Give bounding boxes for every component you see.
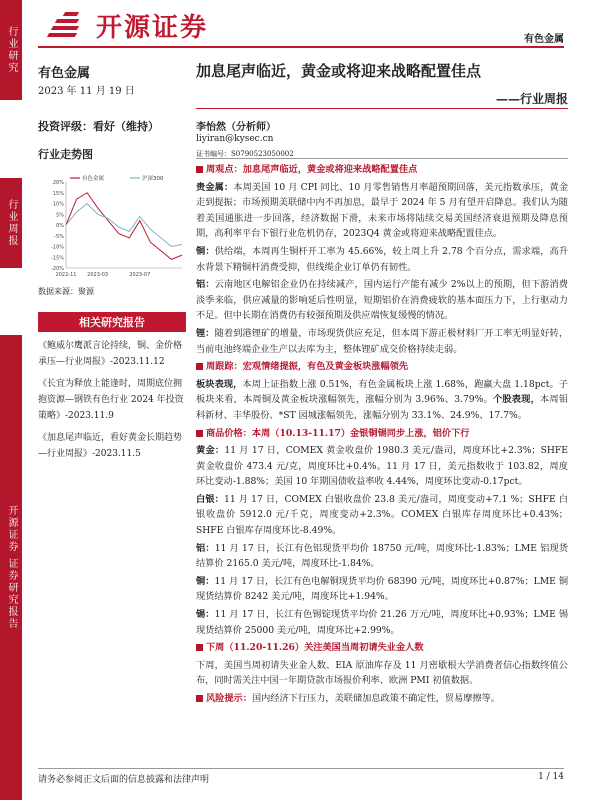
- y-tick-label: 20%: [52, 180, 64, 186]
- report-body: 周观点：加息尾声临近，黄金或将迎来战略配置佳点 贵金属：本周美国 10 月 CPI 同比、10 月零售销售月率超预期回落，美元指数承压，黄金走到提振；市场预期美联储中内不再加息，最早于 2024 年 5 月有望开启降息。我们认为随着美国通胀进一步回落，经济数据下滑，未来市场将陆续交易美国经济衰退预期及降息预期，高利率平台下银行业危机仍存，2023Q4 黄金或将迎来战略配置佳点。 铜：供给端，本周再生铜杆开工率为 45.66%，较上周上升 2.78 个百分点，需求端，高升水背景下精铜杆消费受抑，但线缆企业订单仍有韧性。 铝：云南地区电解铝企业仍在持续减产，国内运行产能有减少 2%以上的预期，但下游消费淡季来临，供应减量的影响延后性明显，短期铝价在消费疲软的基本面压力下，上行驱动力不足。但中长期在消费仍有较强预期及供应端恢复缓慢的情况。 锂：随着到港锂矿的增量，市场现货供应充足，但本周下游正极材料厂开工率无明显好转，当前电池终端企业生产以去库为主，整体锂矿成交价格持续走弱。 周跟踪：宏观情绪提振，有色及黄金板块涨幅领先 板块表现，本周上证指数上涨 0.51%，有色金属板块上涨 1.68%，跑赢大盘 1.18pct。子板块来看，本周铜及黄金板块涨幅领先，涨幅分别为 3.96%、3.79%。个股表现，本周钼科新材、丰华股份、*ST 园城涨幅领先，涨幅分别为 33.1%、24.9%、17.7%。 商品价格：本周（10.13-11.17）金银铜锡同步上涨，铝价下行 黄金：11 月 17 日，COMEX 黄金收盘价 1980.3 美元/盎司，周度环比+2.3%；SHFE 黄金收盘价 473.4 元/克，周度环比+0.4%。11 月 17 日，美元指数收于 103.82，周度环比变动-1.88%；美国 10 年期国债收益率收 4.44%，周度环比变动-0.17pct。 白银：11 月 17 日，COMEX 白银收盘价 23.8 美元/盎司，周度变动+7.1 %；SHFE 白银收盘价 5912.0 元/千克，周度变动+2.3%。COMEX 白银库存周度环比+0.43%；SHFE 白银库存周度环比-8.49%。 铝：11 月 17 日，长江有色铝现货平均价 18750 元/吨，周度环比-1.83%；LME 铝现货结算价 2165.0 美元/吨，周度环比-1.84%。 铜：11 月 17 日，长江有色电解铜现货平均价 68390 元/吨，周度环比+0.87%；LME 铜现货结算价 8242 美元/吨，周度环比+1.94%。 锡：11 月 17 日，长江有色锡锭现货平均价 21.26 万元/吨，周度环比+0.93%；LME 锡现货结算价 25000 美元/吨，周度环比+2.99%。 下周（11.20-11.26）关注美国当周初请失业金人数 下周，美国当周初请失业金人数、EIA 原油库存及 11 月密歇根大学消费者信心指数终值公布，同时需关注中国一年期贷款市场报价利率、欧洲 PMI 初值数据。 风险提示：国内经济下行压力，美联储加息政策不确定性，贸易摩擦等。: [196, 164, 569, 704]
- section-bullet-icon: [196, 363, 203, 370]
- y-tick-label: 5%: [56, 212, 64, 219]
- report-date: 2023 年 11 月 19 日: [38, 86, 135, 97]
- x-tick-label: 2023-03: [87, 272, 109, 278]
- author-name: 李怡然（分析师）: [196, 122, 276, 133]
- x-tick-label: 2022-11: [55, 272, 77, 278]
- series-line-1: [66, 204, 182, 247]
- related-reports-header: 相关研究报告: [38, 312, 186, 332]
- section-heading: 商品价格：本周（10.13-11.17）金银铜锡同步上涨，铝价下行: [206, 427, 470, 439]
- section-bullet-icon: [196, 644, 203, 651]
- y-tick-label: -20%: [51, 266, 64, 272]
- side-banner: [0, 0, 22, 800]
- y-tick-label: 0%: [56, 223, 64, 229]
- chart-source: 数据来源：聚源: [38, 287, 94, 296]
- y-tick-label: 15%: [52, 190, 64, 197]
- side-label-weekly: 行业周报: [0, 178, 22, 268]
- author-cert: 证书编号：S0790523050002: [196, 150, 294, 158]
- related-reports-list: [38, 338, 186, 468]
- header-divider: [38, 46, 564, 48]
- chart-title: 行业走势图: [38, 148, 93, 161]
- footer-disclaimer: 请务必参阅正文后面的信息披露和法律声明: [38, 775, 210, 785]
- y-tick-label: -5%: [54, 233, 64, 240]
- title-divider: [196, 108, 568, 109]
- report-type: ——行业周报: [495, 92, 568, 106]
- section-heading: 风险提示：: [206, 693, 252, 704]
- section-bullet-icon: [196, 430, 203, 437]
- brand-name: 开源证券: [96, 12, 209, 43]
- section-bullet-icon: [196, 695, 203, 702]
- x-tick-label: 2023-07: [129, 272, 151, 278]
- related-report-item[interactable]: 《鲍威尔鹰派言论持续，铜、金价格承压—行业周报》-2023.11.12: [38, 341, 183, 367]
- side-label-brand: 开源证券 证券研究报告: [0, 335, 22, 800]
- report-title: 加息尾声临近，黄金或将迎来战略配置佳点: [196, 62, 482, 80]
- section-heading: 周观点：加息尾声临近，黄金或将迎来战略配置佳点: [206, 164, 418, 175]
- footer-divider: [38, 768, 564, 769]
- page-number: 1 / 14: [538, 772, 564, 782]
- author-divider: [196, 158, 568, 159]
- legend-label: 有色金属: [82, 176, 105, 182]
- trend-chart: [38, 172, 186, 292]
- logo-mark-icon: [48, 10, 90, 40]
- related-report-item[interactable]: 《加息尾声临近，看好黄金长期趋势—行业周报》-2023.11.5: [38, 433, 183, 459]
- series-line-0: [66, 193, 182, 260]
- brand-logo: [48, 6, 208, 44]
- section-bullet-icon: [196, 166, 203, 173]
- header-category: 有色金属: [524, 34, 564, 45]
- side-label-research: 行业研究: [0, 0, 22, 100]
- y-tick-label: -10%: [51, 244, 64, 251]
- y-tick-label: 10%: [52, 201, 64, 208]
- section-heading: 周跟踪：宏观情绪提振，有色及黄金板块涨幅领先: [206, 361, 409, 373]
- sector-label: 有色金属: [38, 66, 91, 81]
- legend-label: 沪深300: [142, 176, 164, 182]
- y-tick-label: -15%: [51, 255, 64, 262]
- section-heading: 下周（11.20-11.26）关注美国当周初请失业金人数: [206, 642, 424, 654]
- related-report-item[interactable]: 《长宜为释放上能逢时，周期底位拥抱资源—钢铁有色行业 2024 年投资策略》-2023.11.9: [38, 379, 184, 421]
- author-email[interactable]: liyiran@kysec.cn: [196, 134, 274, 144]
- trend-chart-svg: [38, 172, 186, 284]
- rating: 投资评级：看好（维持）: [38, 120, 159, 133]
